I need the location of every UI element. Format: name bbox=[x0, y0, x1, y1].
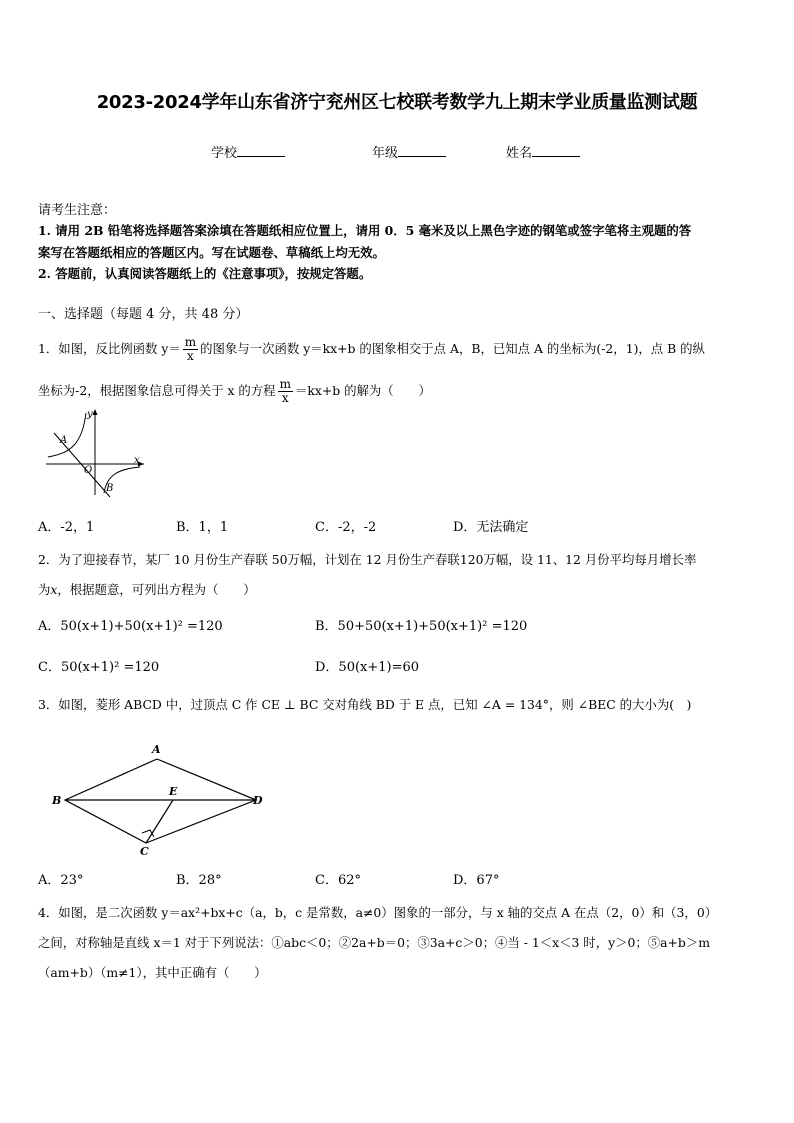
q1-label-x: x bbox=[134, 455, 140, 466]
q3-option-a: A．23° bbox=[38, 873, 84, 888]
q1-line2-suffix: ＝kx+b 的解为（ ） bbox=[294, 383, 431, 398]
q1-fraction2-num: m bbox=[279, 377, 291, 391]
q2-option-c: C．50(x+1)² =120 bbox=[38, 660, 160, 675]
q2-line-2 bbox=[38, 580, 256, 600]
q1-fraction bbox=[183, 336, 198, 363]
q1-line-1 bbox=[38, 336, 705, 363]
q3-label-c: C bbox=[140, 845, 149, 858]
q1-label-a: A bbox=[60, 435, 68, 446]
q1-figure bbox=[40, 405, 150, 500]
school-label: 学校 bbox=[211, 146, 238, 161]
q3-line-1: 3．如图，菱形 ABCD 中，过顶点 C 作 CE ⊥ BC 交对角线 BD 于 E 点，已知 ∠A = 134°，则 ∠BEC 的大小为( ) bbox=[38, 697, 692, 712]
q3-segment-ce bbox=[146, 800, 173, 843]
q1-line-2 bbox=[38, 378, 431, 405]
school-field bbox=[211, 142, 285, 161]
q1-fraction-num: m bbox=[184, 335, 197, 349]
q3-label-b: B bbox=[52, 794, 62, 807]
q1-fraction-den: x bbox=[187, 349, 194, 363]
name-label: 姓名 bbox=[506, 146, 533, 161]
page-title: 2023-2024学年山东省济宁兖州区七校联考数学九上期末学业质量监测试题 bbox=[96, 92, 698, 113]
q1-fraction-2 bbox=[278, 378, 293, 405]
notice-item-2: 2. 答题前，认真阅读答题纸上的《注意事项》，按规定答题。 bbox=[38, 266, 372, 281]
grade-field bbox=[372, 142, 446, 161]
notice-item-1-line-2: 案写在答题纸相应的答题区内。写在试题卷、草稿纸上均无效。 bbox=[38, 245, 385, 260]
q3-option-b: B．28° bbox=[176, 873, 222, 888]
q1-label-o: O bbox=[84, 465, 93, 476]
q2-line2-a: 为 bbox=[38, 582, 51, 597]
grade-blank bbox=[398, 144, 446, 157]
q4-line-3: （am+b）（m≠1），其中正确有（ ） bbox=[38, 965, 267, 980]
q1-label-b: B bbox=[106, 483, 114, 494]
q4-line-2: 之间，对称轴是直线 x＝1 对于下列说法：①abc＜0；②2a+b＝0；③3a+c＞0；④当 - 1＜x＜3 时，y＞0；⑤a+b＞m bbox=[38, 935, 710, 950]
q2-option-d: D．50(x+1)=60 bbox=[315, 660, 420, 675]
q4-line-1: 4．如图，是二次函数 y＝ax²+bx+c（a，b，c 是常数，a≠0）图象的一部分，与 x 轴的交点 A 在点（2，0）和（3，0） bbox=[38, 905, 718, 920]
q1-prefix: 1．如图，反比例函数 y＝ bbox=[38, 341, 181, 356]
q1-y-arrow bbox=[93, 409, 98, 415]
q1-label-y: y bbox=[87, 409, 93, 420]
section-heading: 一、选择题（每题 4 分，共 48 分） bbox=[38, 307, 249, 322]
q1-line2-prefix: 坐标为-2，根据图象信息可得关于 x 的方程 bbox=[38, 383, 276, 398]
q3-label-e: E bbox=[169, 785, 178, 798]
q1-option-b: B．1，1 bbox=[176, 520, 229, 535]
school-blank bbox=[237, 144, 285, 157]
q1-option-a: A．-2，1 bbox=[38, 520, 95, 535]
q1-option-d: D．无法确定 bbox=[453, 520, 529, 535]
q1-fraction2-den: x bbox=[281, 391, 289, 405]
grade-label: 年级 bbox=[372, 146, 399, 161]
name-field bbox=[506, 142, 580, 161]
q3-label-d: D bbox=[253, 794, 263, 807]
q1-middle: 的图象与一次函数 y＝kx+b 的图象相交于点 A，B，已知点 A 的坐标为(-2，1)，点 B 的纵 bbox=[200, 341, 705, 356]
notice-item-1-line-1: 1. 请用 2B 铅笔将选择题答案涂填在答题纸相应位置上，请用 0．5 毫米及以上黑色字迹的钢笔或签字笔将主观题的答 bbox=[38, 223, 692, 238]
q3-right-angle-mark bbox=[142, 830, 154, 837]
q2-option-a: A．50(x+1)+50(x+1)² =120 bbox=[38, 619, 223, 634]
name-blank bbox=[532, 144, 580, 157]
q2-line2-b: ，根据题意，可列出方程为（ ） bbox=[57, 582, 256, 597]
q2-variable: x bbox=[50, 582, 58, 597]
q3-figure bbox=[45, 738, 275, 858]
q2-line-1: 2．为了迎接春节，某厂 10 月份生产春联 50万幅，计划在 12 月份生产春联120万幅，设 11、12 月份平均每月增长率 bbox=[38, 552, 697, 567]
q3-label-a: A bbox=[152, 743, 161, 756]
q3-rhombus bbox=[65, 759, 256, 843]
q3-option-d: D．67° bbox=[453, 873, 500, 888]
q1-option-c: C．-2，-2 bbox=[315, 520, 377, 535]
q3-option-c: C．62° bbox=[315, 873, 361, 888]
notice-heading: 请考生注意： bbox=[38, 203, 117, 218]
q2-option-b: B．50+50(x+1)+50(x+1)² =120 bbox=[315, 619, 528, 634]
